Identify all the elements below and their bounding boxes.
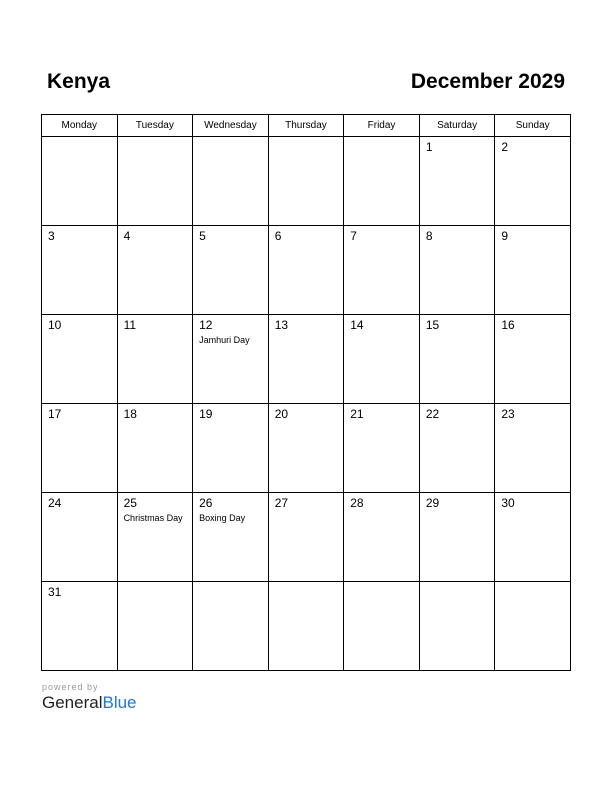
day-cell[interactable]: [42, 226, 118, 315]
day-number: 28: [350, 496, 364, 510]
empty-day-cell: [193, 582, 269, 671]
empty-day-cell: [268, 137, 344, 226]
weekday-wednesday: Wednesday: [193, 115, 269, 137]
country-title: Kenya: [47, 70, 111, 93]
day-cell[interactable]: [419, 404, 495, 493]
day-cell[interactable]: [42, 493, 118, 582]
day-cell[interactable]: [419, 137, 495, 226]
brand-general: General: [42, 693, 103, 712]
day-number: 4: [123, 229, 131, 243]
empty-day-cell: [193, 137, 269, 226]
day-cell[interactable]: [344, 493, 420, 582]
day-number: 24: [48, 496, 62, 510]
day-number: 25: [123, 496, 137, 510]
empty-day-cell: [344, 137, 420, 226]
brand-logo[interactable]: [42, 693, 137, 713]
day-number: 5: [199, 229, 206, 243]
day-cell[interactable]: [495, 493, 571, 582]
empty-day-cell: [117, 582, 193, 671]
empty-day-cell: [419, 582, 495, 671]
day-number: 31: [48, 585, 62, 599]
footer: [42, 682, 137, 713]
day-number: 27: [274, 496, 289, 510]
day-number: 2: [501, 140, 509, 154]
day-cell[interactable]: [117, 404, 193, 493]
week-row: [42, 137, 571, 226]
empty-day-cell: [42, 137, 118, 226]
day-cell[interactable]: [42, 315, 118, 404]
empty-day-cell: [495, 582, 571, 671]
day-number: 17: [48, 407, 62, 421]
day-cell[interactable]: [42, 404, 118, 493]
day-number: 20: [274, 407, 289, 421]
weekday-saturday: Saturday: [419, 115, 495, 137]
holiday-label: Boxing Day: [199, 513, 246, 523]
day-cell[interactable]: [419, 315, 495, 404]
day-cell[interactable]: [344, 226, 420, 315]
powered-by-text: powered by: [42, 682, 99, 692]
holiday-label: Jamhuri Day: [199, 335, 250, 345]
day-cell[interactable]: [495, 404, 571, 493]
weekday-monday: Monday: [42, 115, 118, 137]
day-number: 26: [199, 496, 213, 510]
week-row: [42, 493, 571, 582]
holiday-label: Christmas Day: [123, 513, 183, 523]
day-number: 3: [48, 229, 55, 243]
empty-day-cell: [117, 137, 193, 226]
day-cell[interactable]: [344, 404, 420, 493]
day-cell[interactable]: [42, 582, 118, 671]
day-number: 30: [501, 496, 515, 510]
weekday-header-row: [42, 115, 571, 137]
day-number: 12: [199, 318, 213, 332]
day-cell[interactable]: [268, 315, 344, 404]
day-number: 13: [274, 318, 289, 332]
day-number: 14: [350, 318, 364, 332]
day-number: 16: [501, 318, 515, 332]
weekday-friday: Friday: [344, 115, 420, 137]
day-cell[interactable]: [117, 226, 193, 315]
day-number: 18: [123, 407, 137, 421]
brand-blue: Blue: [102, 693, 137, 712]
day-number: 22: [425, 407, 440, 421]
day-number: 15: [425, 318, 440, 332]
day-number: 10: [48, 318, 62, 332]
day-cell[interactable]: [193, 315, 269, 404]
calendar-grid: [41, 114, 571, 671]
week-row: [42, 226, 571, 315]
empty-day-cell: [268, 582, 344, 671]
day-cell[interactable]: [268, 493, 344, 582]
day-number: 6: [274, 229, 282, 243]
day-number: 29: [425, 496, 440, 510]
day-cell[interactable]: [268, 226, 344, 315]
day-number: 19: [199, 407, 213, 421]
day-cell[interactable]: [495, 315, 571, 404]
day-cell[interactable]: [495, 137, 571, 226]
weekday-thursday: Thursday: [268, 115, 344, 137]
week-row: [42, 404, 571, 493]
day-cell[interactable]: [193, 404, 269, 493]
day-number: 21: [350, 407, 364, 421]
day-cell[interactable]: [495, 226, 571, 315]
day-cell[interactable]: [268, 404, 344, 493]
day-number: 7: [350, 229, 357, 243]
day-cell[interactable]: [117, 493, 193, 582]
empty-day-cell: [344, 582, 420, 671]
day-cell[interactable]: [419, 493, 495, 582]
day-number: 11: [123, 318, 137, 332]
day-number: 1: [425, 140, 433, 154]
day-cell[interactable]: [193, 226, 269, 315]
day-cell[interactable]: [419, 226, 495, 315]
calendar-header: [41, 70, 571, 100]
day-cell[interactable]: [344, 315, 420, 404]
day-cell[interactable]: [117, 315, 193, 404]
day-number: 9: [501, 229, 509, 243]
week-row: [42, 315, 571, 404]
day-number: 8: [425, 229, 433, 243]
weekday-sunday: Sunday: [495, 115, 571, 137]
day-number: 23: [501, 407, 515, 421]
weekday-tuesday: Tuesday: [117, 115, 193, 137]
week-row: [42, 582, 571, 671]
month-title: December 2029: [410, 70, 565, 93]
day-cell[interactable]: [193, 493, 269, 582]
